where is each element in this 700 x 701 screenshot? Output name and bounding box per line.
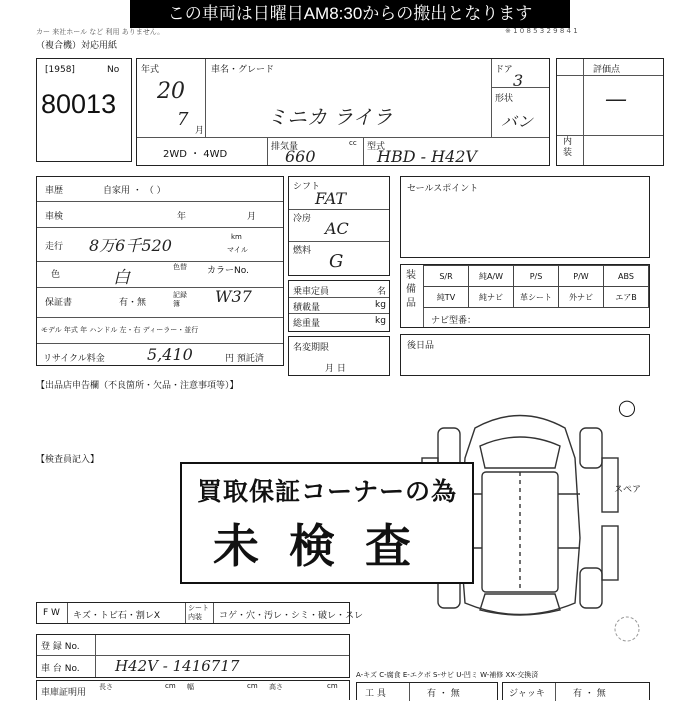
after-delivery-box [400,334,650,376]
displacement-unit: cc [349,139,357,147]
mileage-unit-mile: マイル [227,246,248,254]
name-change-label: 名変期限 [293,343,330,353]
color-no-label: カラーNo. [207,266,249,276]
garage-length-label: 長さ [99,683,113,691]
model-label: 型式 [367,142,386,152]
capacity-load-label: 積載量 [293,303,321,313]
reg-no-label: 登 録 No. [41,642,80,652]
equipment-box [400,264,650,328]
shape-label: 形状 [495,94,514,104]
garage-height-label: 高さ [269,683,283,691]
tools-value: 有 ・ 無 [427,689,460,699]
door-label: ドア [495,65,513,75]
tools-label: 工 具 [365,689,386,699]
equipment-item: P/S [513,265,559,287]
color-label: 色 [51,270,61,280]
tools-box [356,682,498,700]
color-no-value: W37 [215,287,252,306]
drive-type: 2WD ・ 4WD [163,149,228,160]
lot-no-label: No [107,65,120,75]
jack-value: 有 ・ 無 [573,689,606,699]
capacity-load-unit: kg [375,300,386,310]
lot-number: 80013 [41,89,117,119]
shaken-label: 車検 [45,212,64,222]
jack-label: ジャッキ [509,689,545,699]
mileage-label: 走行 [45,242,64,252]
shape-value: バン [501,112,534,131]
warranty-value: 有・無 [119,298,147,308]
spare-tire-icon: ◯ [618,398,636,417]
fuel-value: G [329,251,344,272]
displacement-value: 660 [285,147,316,166]
model-origin-row: モデル 年式 年 ハンドル 左・右 ディーラー・並行 [41,326,199,334]
damage-legend: A-キズ C-腐食 E-エクボ S-サビ U-凹ミ W-補修 XX-交換済 [356,671,539,679]
ac-label: 冷房 [293,214,312,224]
sales-point-box [400,176,650,258]
model-value: HBD - H42V [377,147,477,166]
buyback-stamp [180,462,474,584]
equipment-item: S/R [423,265,469,287]
stamp-line2: 未検査 [213,519,441,573]
pickup-notice-banner: この車両は日曜日AM8:30からの搬出となります [130,0,570,28]
year-label: 年式 [141,65,160,75]
mileage-unit-km: km [231,233,242,241]
history-label: 車歴 [45,186,64,196]
garage-width-unit: cm [247,682,258,690]
displacement-label: 排気量 [271,142,299,152]
chassis-no-value: H42V - 1416717 [115,657,240,675]
month-value: 7 [177,109,189,130]
shift-box [288,176,390,276]
ac-value: AC [325,219,349,238]
vehicle-info-box [136,58,550,166]
stamp-line1: 買取保証コーナーの為 [196,478,457,506]
interior-label: 内装 [563,137,573,158]
shaken-month: 月 [247,212,257,222]
seller-report-label: 【出品店申告欄（不良箇所・欠品・注意事項等）】 [36,381,239,391]
capacity-seats-label: 乗車定員 [293,287,330,297]
lot-small-number: [1958] [45,65,75,75]
car-name-value: ミニカ ライラ [267,105,393,129]
equipment-item: P/W [558,265,604,287]
equipment-item: 外ナビ [558,286,604,308]
capacity-total-unit: kg [375,316,386,326]
capacity-box [288,280,390,332]
equipment-item: 純TV [423,286,469,308]
mileage-value: 8万6千520 [89,236,172,255]
after-delivery-label: 後日品 [407,341,435,351]
grade-box [556,58,664,166]
garage-cert-box [36,680,350,700]
navi-model-label: ナビ型番： [431,316,477,326]
garage-height-unit: cm [327,682,338,690]
shift-value: FAT [315,189,347,208]
garage-cert-label: 車庫証明用 [41,688,87,698]
lot-number-box [36,58,132,162]
equipment-label: 装備品 [406,270,416,309]
capacity-total-label: 総重量 [293,319,321,329]
seat-conditions: コゲ・穴・汚レ・シミ・破レ・スレ [219,611,364,621]
grade-label: 評価点 [593,65,621,75]
garage-length-unit: cm [165,682,176,690]
header-serial: ※ 1 0 8 5 3 2 9 8 4 1 [505,27,578,35]
color-value: 白 [113,268,130,288]
registration-box [36,634,350,678]
garage-width-label: 幅 [187,683,194,691]
recycle-value: 5,410 [147,345,193,364]
recycle-unit: 円 預託済 [225,354,264,364]
year-value: 20 [157,79,185,104]
spare-circle-icon [612,614,642,644]
equipment-item: ABS [603,265,649,287]
equipment-item: 純A/W [468,265,514,287]
name-change-unit: 月 日 [325,364,346,374]
sales-point-label: セールスポイント [407,184,479,194]
seat-label: シート内装 [188,604,209,621]
equipment-item: 革シート [513,286,559,308]
condition-row [36,602,364,624]
month-label: 月 [195,126,205,136]
door-value: 3 [513,71,524,90]
history-box [36,176,284,366]
color-change-label: 色替 [173,263,187,271]
equipment-item: 純ナビ [468,286,514,308]
grade-value: — [605,87,627,112]
fuel-label: 燃料 [293,246,312,256]
chassis-no-label: 車 台 No. [41,664,80,674]
inspector-label: 【検査員記入】 [36,455,100,465]
recycle-label: リサイクル料金 [43,354,105,364]
name-change-box [288,336,390,376]
spare-label: スペア [614,485,642,495]
equipment-item: エアB [603,286,649,308]
shaken-year: 年 [177,212,187,222]
history-value: 自家用 ・ （ ） [103,186,166,196]
manual-label: 記録簿 [173,291,187,308]
fw-conditions: キズ・トビ石・割レX [73,611,160,621]
warranty-label: 保証書 [45,298,73,308]
form-subtitle: （複合機）対応用紙 [36,41,118,51]
jack-box [502,682,650,700]
car-name-label: 車名・グレード [211,65,275,75]
fw-label: F W [43,608,60,618]
shift-label: シフト [293,182,321,192]
capacity-seats-unit: 名 [377,287,387,297]
header-cut-text: カー 来社ホール など 利用 ありません。 [36,28,165,36]
